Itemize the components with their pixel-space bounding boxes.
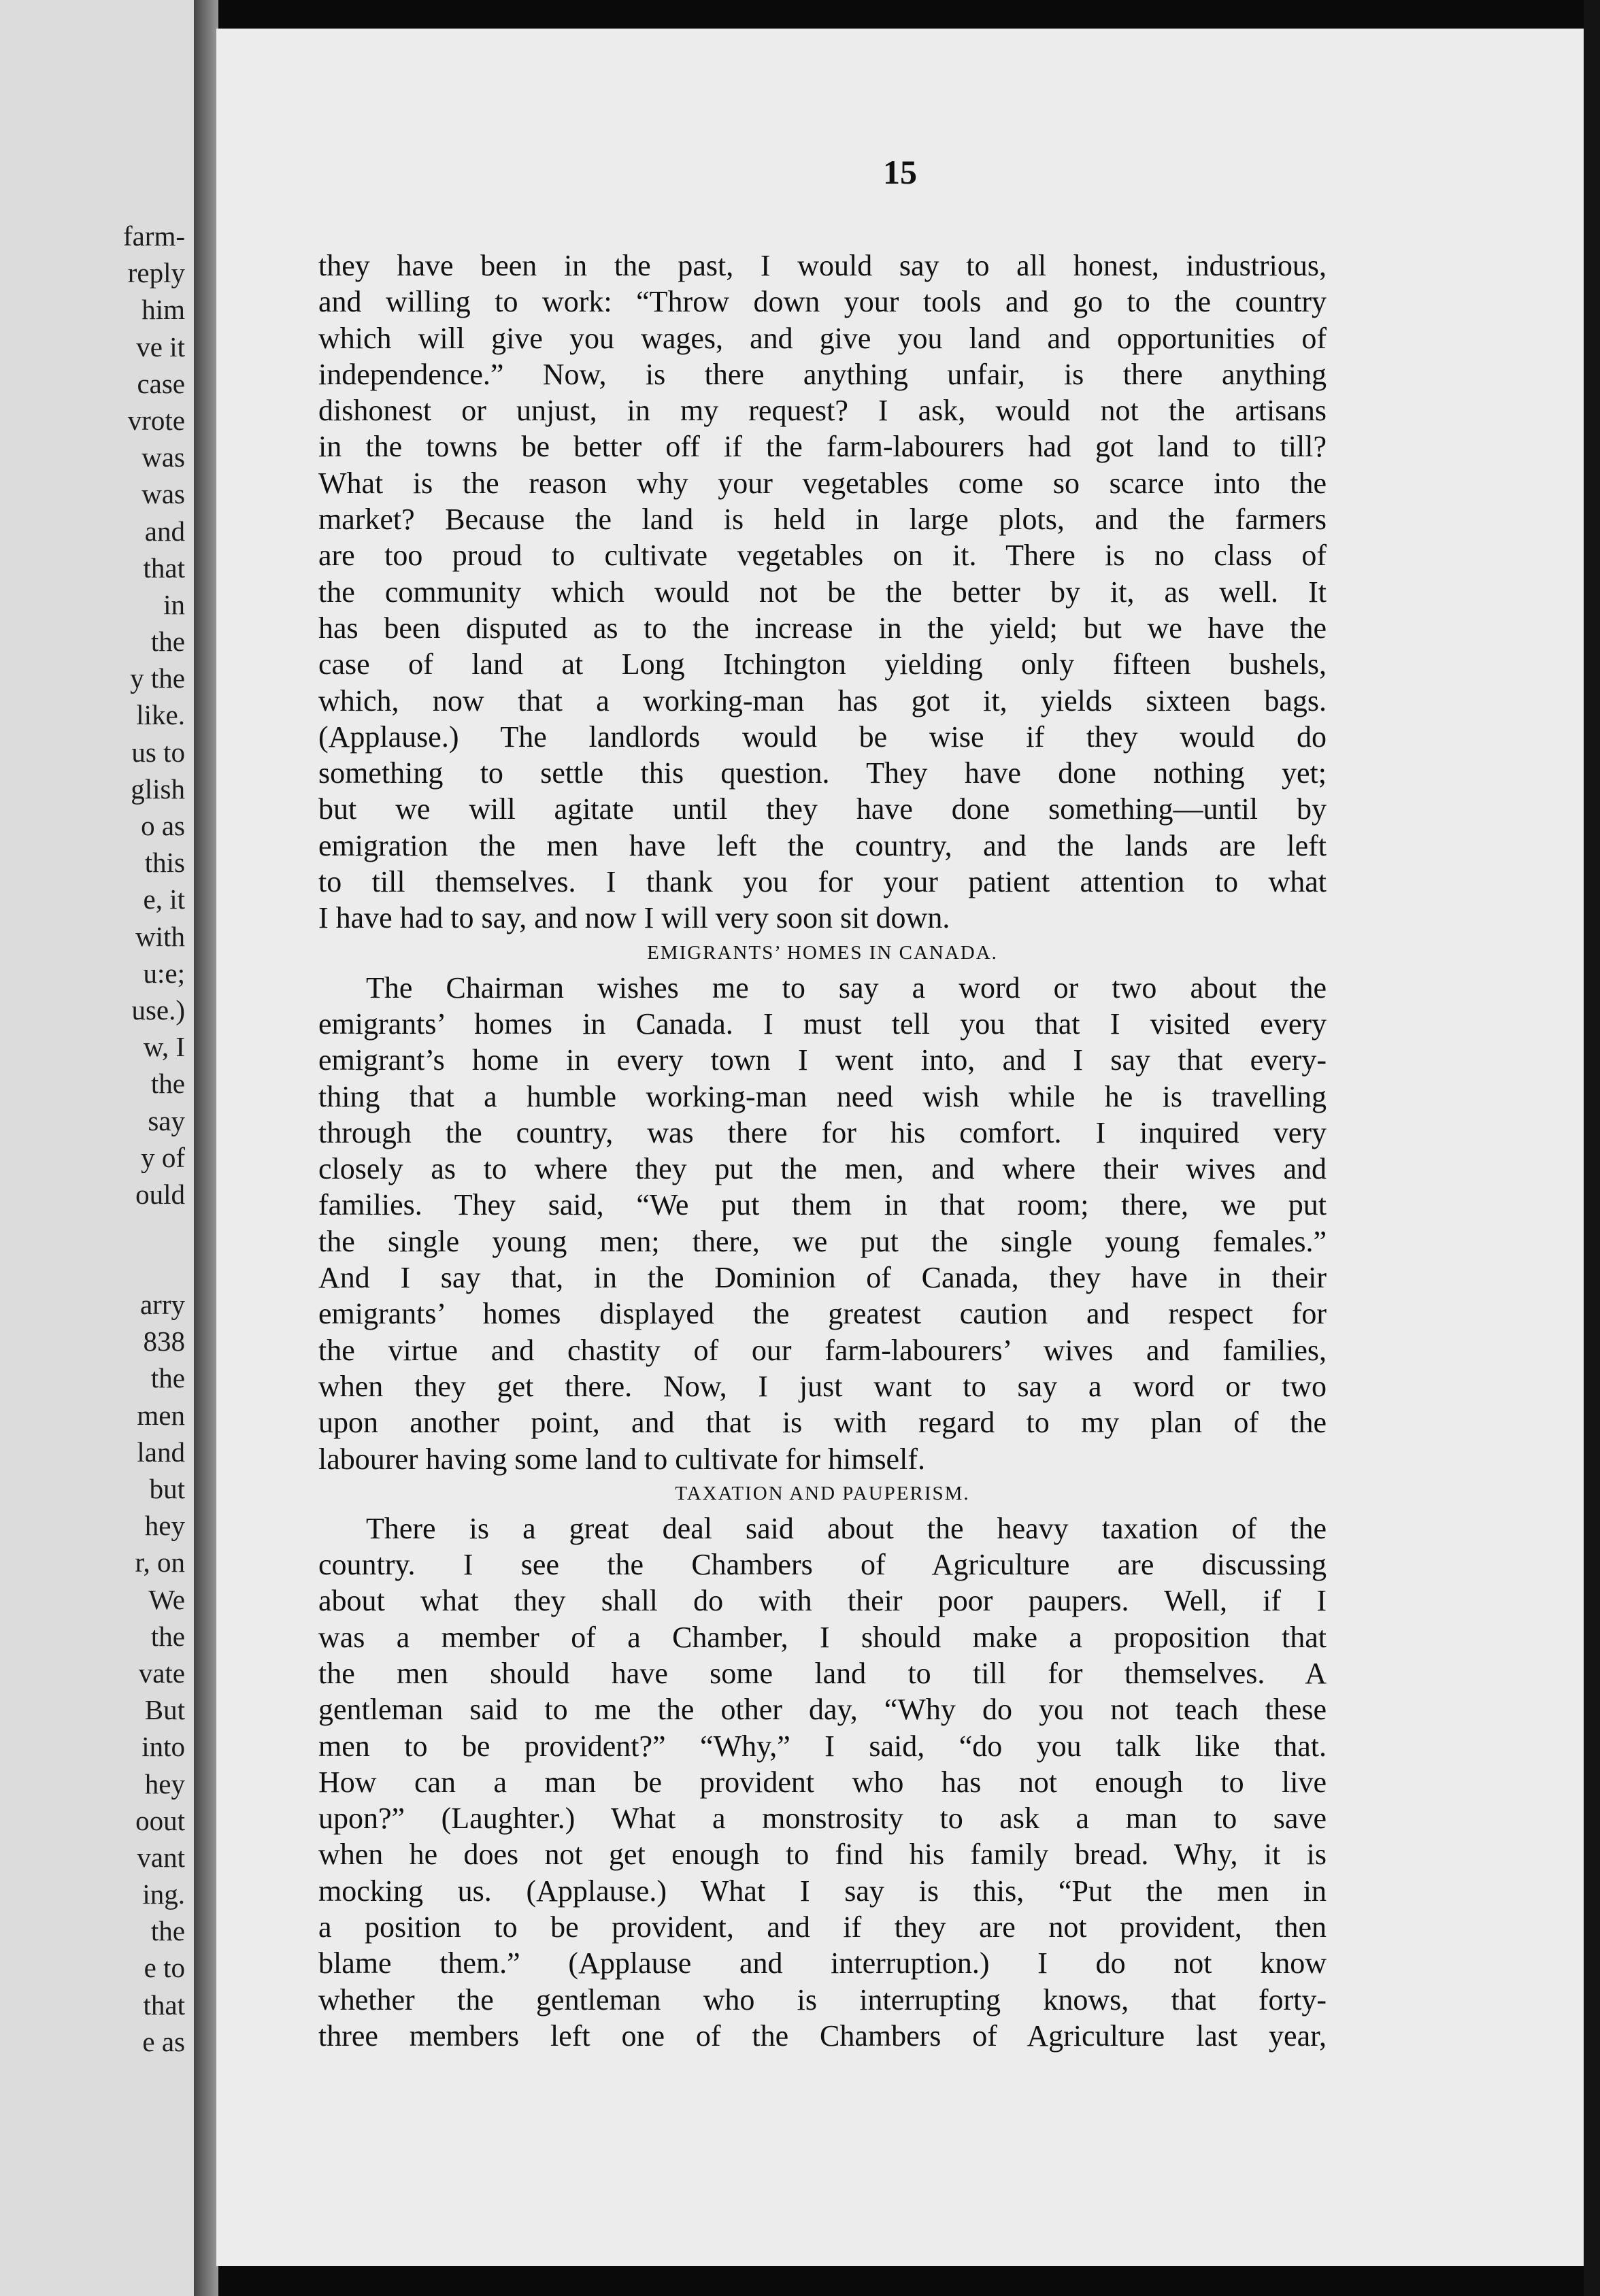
text-line: the men should have some land to till for themselves. A (318, 1656, 1327, 1690)
text-line: labourer having some land to cultivate for himself. (318, 1442, 925, 1476)
facing-page-fragment: ould (135, 1178, 185, 1210)
facing-page-fragment: ing. (142, 1878, 185, 1910)
facing-page-fragment: vate (138, 1657, 185, 1689)
paragraph-emigrants-homes (318, 970, 1327, 1477)
facing-page-text-fragments (0, 218, 197, 2060)
facing-page-fragment: was (141, 441, 185, 473)
text-line: What is the reason why your vegetables come so scarce into the (318, 466, 1327, 500)
facing-page-fragment: y the (130, 662, 185, 694)
scan-border-right (1584, 0, 1600, 2296)
text-line: to till themselves. I thank you for your patient attention to what (318, 865, 1327, 899)
text-line: emigrant’s home in every town I went into, and I say that every- (318, 1043, 1327, 1077)
text-line: emigrants’ homes displayed the greatest caution and respect for (318, 1297, 1327, 1331)
facing-page-fragment: the (150, 1620, 185, 1652)
facing-page-fragment: vant (137, 1841, 185, 1873)
facing-page-fragment: like. (136, 699, 185, 731)
facing-page-fragment: was (141, 478, 185, 510)
text-line: independence.” Now, is there anything unfair, is there anything (318, 357, 1327, 391)
facing-page-fragment: say (148, 1104, 185, 1136)
facing-page-fragment: ve it (136, 331, 185, 362)
text-line: in the towns be better off if the farm-labourers had got land to till? (318, 430, 1327, 464)
facing-page-fragment: u:e; (143, 957, 185, 989)
text-line: three members left one of the Chambers of Agriculture last year, (318, 2019, 1327, 2053)
text-line: they have been in the past, I would say to all honest, industrious, (318, 249, 1327, 282)
facing-page-fragment: case (137, 367, 185, 399)
text-line: How can a man be provident who has not enough to live (318, 1765, 1327, 1799)
facing-page-fragment: and (144, 515, 185, 547)
facing-page-fragment: hey (144, 1510, 185, 1542)
text-line: through the country, was there for his comfort. I inquired very (318, 1115, 1327, 1149)
text-line: and willing to work: “Throw down your tools and go to the country (318, 285, 1327, 319)
text-line: I have had to say, and now I will very soon sit down. (318, 901, 950, 935)
text-line: whether the gentleman who is interrupting knows, that forty- (318, 1982, 1327, 2016)
page-number: 15 (883, 153, 917, 191)
text-line: when they get there. Now, I just want to say a word or two (318, 1369, 1327, 1403)
facing-page-fragment: r, on (135, 1547, 185, 1578)
facing-page-fragment: but (149, 1473, 185, 1504)
facing-page-fragment: with (135, 920, 185, 952)
text-line: the community which would not be the better by it, as well. It (318, 575, 1327, 609)
text-line: blame them.” (Applause and interruption.) I do not know (318, 1946, 1327, 1980)
paragraph-taxation (318, 1510, 1327, 2054)
text-line: country. I see the Chambers of Agriculture are discussing (318, 1548, 1327, 1582)
facing-page-fragment: in (163, 588, 185, 620)
text-line: men to be provident?” “Why,” I said, “do you talk like that. (318, 1729, 1327, 1763)
facing-page-fragment: w, I (143, 1031, 185, 1063)
text-line: when he does not get enough to find his family bread. Why, it is (318, 1838, 1327, 1872)
text-line: (Applause.) The landlords would be wise if they would do (318, 720, 1327, 754)
text-line: gentleman said to me the other day, “Why do you not teach these (318, 1693, 1327, 1727)
section-heading-taxation: TAXATION AND PAUPERISM. (675, 1482, 970, 1504)
facing-page-fragment: this (144, 847, 185, 879)
text-line: families. They said, “We put them in that room; there, we put (318, 1188, 1327, 1222)
page (216, 29, 1584, 2266)
facing-page-fragment: that (143, 1989, 185, 2021)
facing-page-fragment: us to (131, 736, 185, 768)
text-line: something to settle this question. They have done nothing yet; (318, 756, 1327, 790)
book-gutter (194, 0, 218, 2296)
text-line: which, now that a working-man has got it, yields sixteen bags. (318, 683, 1327, 718)
facing-page-fragment: the (150, 626, 185, 658)
text-line: case of land at Long Itchington yielding only fifteen bushels, (318, 647, 1327, 681)
text-line: emigrants’ homes in Canada. I must tell you that I visited every (318, 1007, 1327, 1041)
section-heading-emigrants-homes: EMIGRANTS’ HOMES IN CANADA. (647, 941, 998, 964)
text-line: upon?” (Laughter.) What a monstrosity to ask a man to save (318, 1802, 1327, 1836)
facing-page-fragment: the (150, 1362, 185, 1394)
text-line: was a member of a Chamber, I should make a proposition that (318, 1620, 1327, 1654)
facing-page-fragment: arry (139, 1289, 185, 1321)
facing-page-fragment: But (144, 1694, 185, 1726)
facing-page-fragment: 838 (143, 1326, 185, 1357)
body-text (318, 248, 1327, 2054)
facing-page-fragment: We (148, 1583, 185, 1615)
text-line: the virtue and chastity of our farm-labourers’ wives and families, (318, 1333, 1327, 1367)
facing-page-fragment: farm- (122, 220, 185, 252)
facing-page-fragment: into (141, 1731, 185, 1763)
facing-page-fragment: vrote (127, 404, 185, 436)
facing-page-fragment: y of (141, 1141, 185, 1173)
facing-page-fragment: land (137, 1436, 185, 1468)
facing-page-fragment: e to (144, 1952, 185, 1984)
text-line: The Chairman wishes me to say a word or two about the (366, 970, 1327, 1004)
text-line: dishonest or unjust, in my request? I ask, would not the artisans (318, 394, 1327, 428)
facing-page-fragment: reply (127, 257, 185, 289)
facing-page-fragment: use.) (131, 994, 185, 1026)
text-line: which will give you wages, and give you land and opportunities of (318, 321, 1327, 355)
facing-page-fragment: glish (131, 773, 185, 805)
facing-page-fragment: him (141, 294, 185, 326)
text-line: And I say that, in the Dominion of Canada, they have in their (318, 1261, 1327, 1295)
text-line: thing that a humble working-man need wish while he is travelling (318, 1079, 1327, 1113)
facing-page-fragment: o as (141, 810, 185, 841)
facing-page-fragment: e as (142, 2025, 185, 2057)
facing-page-fragment: that (143, 552, 185, 584)
facing-page-fragment: hey (144, 1768, 185, 1800)
facing-page-fragment: oout (135, 1804, 185, 1836)
facing-page-fragment: the (150, 1915, 185, 1947)
facing-page-fragment: e, it (143, 883, 185, 915)
text-line: emigration the men have left the country, and the lands are left (318, 828, 1327, 862)
facing-page-fragment: men (137, 1399, 185, 1431)
text-line: has been disputed as to the increase in the yield; but we have the (318, 611, 1327, 645)
text-line: about what they shall do with their poor paupers. Well, if I (318, 1584, 1327, 1618)
text-line: market? Because the land is held in large plots, and the farmers (318, 503, 1327, 537)
facing-page-fragment (0, 1213, 197, 1286)
paragraph-continuation (318, 248, 1327, 936)
facing-page-left (0, 0, 197, 2296)
text-line: but we will agitate until they have done something—until by (318, 792, 1327, 826)
text-line: the single young men; there, we put the single young females.” (318, 1224, 1327, 1258)
text-line: upon another point, and that is with regard to my plan of the (318, 1406, 1327, 1440)
text-line: a position to be provident, and if they are not provident, then (318, 1910, 1327, 1944)
facing-page-fragment: the (150, 1068, 185, 1100)
text-line: mocking us. (Applause.) What I say is this, “Put the men in (318, 1874, 1327, 1908)
text-line: closely as to where they put the men, and where their wives and (318, 1152, 1327, 1186)
text-line: There is a great deal said about the heavy taxation of the (366, 1511, 1327, 1545)
text-line: are too proud to cultivate vegetables on it. There is no class of (318, 539, 1327, 573)
